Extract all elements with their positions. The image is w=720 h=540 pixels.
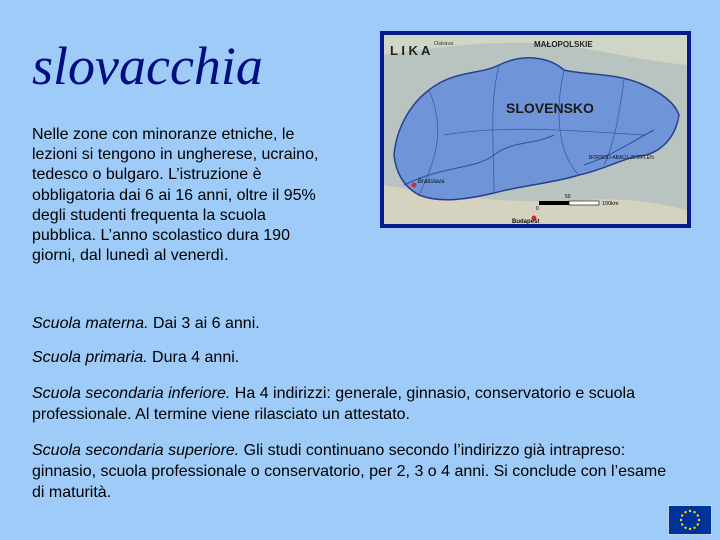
scale-mid: 50 — [565, 194, 571, 200]
section-label: Scuola secondaria inferiore. — [32, 385, 231, 402]
region-left-label: L I K A — [390, 43, 431, 58]
section-label: Scuola secondaria superiore. — [32, 442, 240, 459]
region-top-label: MAŁOPOLSKIE — [534, 40, 593, 49]
section-label: Scuola primaria. — [32, 349, 148, 366]
section-primaria — [32, 347, 682, 368]
eu-flag-icon — [668, 505, 712, 535]
slovakia-map — [380, 31, 691, 228]
city-bratislava: Bratislava — [418, 179, 445, 185]
section-text: Gli studi continuano secondo l’indirizzo già intrapreso: ginnasio, scuola professionale o conservatorio, per 2, 3 o 4 anni. Si conclude con l’esame di maturità. — [32, 442, 667, 501]
place-label-2: BORSOD-ABAÚJ-ZEMPLÉN — [589, 155, 654, 161]
section-materna — [32, 313, 682, 334]
section-text: Dai 3 ai 6 anni. — [148, 315, 260, 332]
section-secondaria-superiore — [32, 440, 682, 503]
section-text: Ha 4 indirizzi: generale, ginnasio, conservatorio e scuola professionale. Al termine viene rilasciato un attestato. — [32, 385, 636, 423]
scale-end: 100km — [602, 201, 619, 207]
section-text: Dura 4 anni. — [147, 349, 240, 366]
section-label: Scuola materna. — [32, 315, 149, 332]
scale-zero: 0 — [536, 206, 539, 212]
section-secondaria-inferiore — [32, 383, 682, 425]
city-budapest: Budapest — [512, 219, 540, 224]
intro-paragraph: Nelle zone con minoranze etniche, le lezioni si tengono in ungherese, ucraino, tedesco o bulgaro. L’istruzione è obbligatoria dai 6 ai 16 anni, oltre il 95% degli studenti frequenta la scuola pubblica. L’anno scolastico dura 190 giorni, dal lunedì al venerdì. — [32, 126, 319, 265]
page-title: slovacchia — [32, 36, 263, 96]
place-label-1: Ostrava — [434, 41, 454, 47]
country-label: SLOVENSKO — [506, 100, 594, 116]
